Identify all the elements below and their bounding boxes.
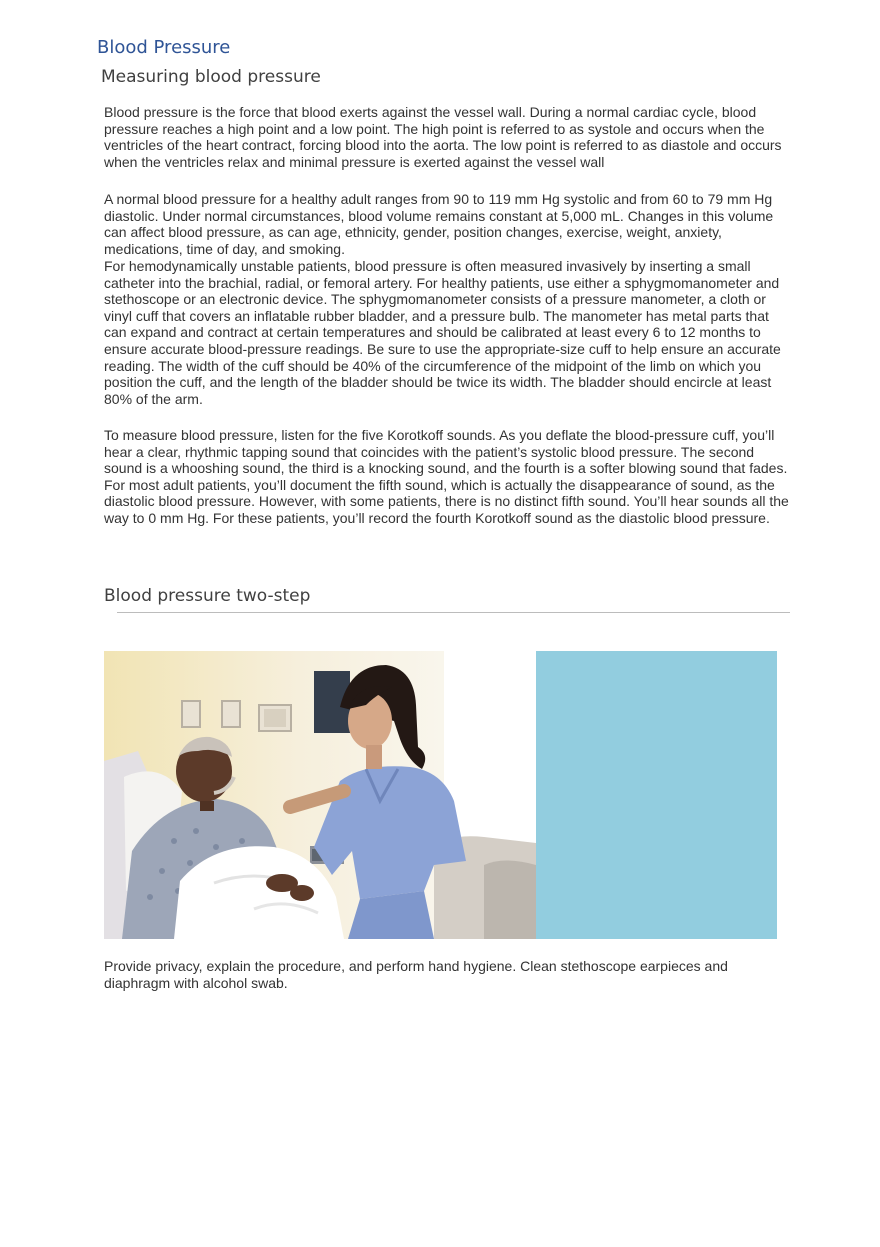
teal-color-panel [536,651,777,939]
paragraph-normal-range: A normal blood pressure for a healthy adult ranges from 90 to 119 mm Hg systolic and from 60 to 79 mm Hg diastolic. Under normal circumstances, blood volume remains constant at 5,000 mL. Changes in this volume can affect blood pressure, as can age, ethnicity, gender, position changes, exercise, weight, anxiety, medications, time of day, and smoking. [104,191,774,257]
two-step-heading: Blood pressure two-step [104,586,311,606]
document-title: Blood Pressure [97,37,231,58]
paragraph-definition: Blood pressure is the force that blood exerts against the vessel wall. During a normal cardiac cycle, blood pressure reaches a high point and a low point. The high point is referred to as systole and occurs when the ventricles of the heart contract, forcing blood into the aorta. The low point is referred to as diastole and occurs when the ventricles relax and minimal pressure is exerted against the vessel wall [104,104,782,170]
section-title: Measuring blood pressure [101,67,321,87]
nurse-patient-photo [104,651,536,939]
heading-divider [117,612,790,613]
paragraph-korotkoff-sounds: To measure blood pressure, listen for the five Korotkoff sounds. As you deflate the blood-pressure cuff, you’ll hear a clear, rhythmic tapping sound that coincides with the patient’s systolic blood pressure. The second sound is a whooshing sound, the third is a knocking sound, and the fourth is a softer blowing sound that fades. For most adult patients, you’ll document the fifth sound, which is actually the disappearance of sound, as the diastolic blood pressure. However, with some patients, there is no distinct fifth sound. You’ll hear sounds all the way to 0 mm Hg. For these patients, you’ll record the fourth Korotkoff sound as the diastolic blood pressure. [104,427,789,526]
paragraph-equipment: For hemodynamically unstable patients, blood pressure is often measured invasively by inserting a small catheter into the brachial, radial, or femoral artery. For healthy patients, use either a sphygmomanometer and stethoscope or an electronic device. The sphygmomanometer consists of a pressure manometer, a cloth or vinyl cuff that covers an inflatable rubber bladder, and a pressure bulb. The manometer has metal parts that can expand and contract at certain temperatures and should be calibrated at least every 6 to 12 months to ensure accurate blood-pressure readings. Be sure to use the appropriate-size cuff to help ensure an accurate reading. The width of the cuff should be 40% of the circumference of the midpoint of the limb on which you position the cuff, and the length of the bladder should be twice its width. The bladder should encircle at least 80% of the arm. [104,258,781,407]
procedure-figure [104,651,777,939]
figure-caption: Provide privacy, explain the procedure, and perform hand hygiene. Clean stethoscope earpieces and diaphragm with alcohol swab. [104,958,728,991]
